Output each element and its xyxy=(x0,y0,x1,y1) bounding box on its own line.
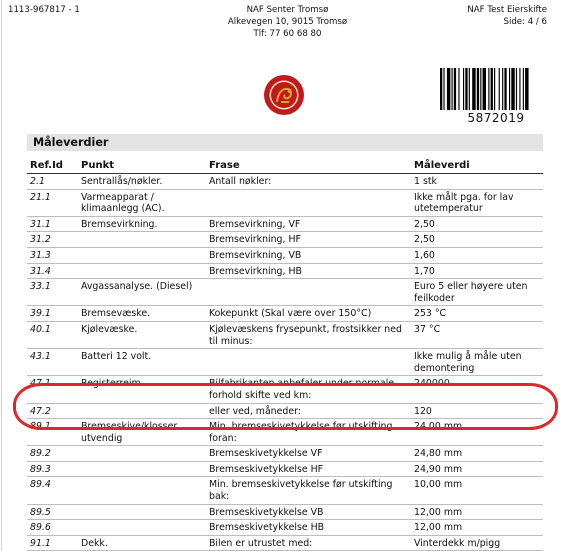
cell-ref: 47.1 xyxy=(27,376,78,403)
cell-ref: 89.4 xyxy=(27,477,78,504)
table-row xyxy=(27,461,543,477)
cell-frase: Bremseskivetykkelse HF xyxy=(206,461,411,477)
cell-punkt: Bremseskive/klosser utvendig xyxy=(78,419,206,446)
table-row xyxy=(27,376,543,403)
page-header xyxy=(0,0,575,41)
cell-frase: Min. bremseskivetykkelse før utskifting foran: xyxy=(206,419,411,446)
test-name: NAF Test Eierskifte xyxy=(467,5,547,15)
cell-punkt: Dekk. xyxy=(78,535,206,551)
cell-verdi: 12,00 mm xyxy=(411,504,543,520)
column-header-verdi: Måleverdi xyxy=(411,158,543,174)
cell-punkt xyxy=(78,232,206,248)
cell-punkt: Sentrallås/nøkler. xyxy=(78,174,206,190)
table-row xyxy=(27,216,543,232)
cell-frase: Kjølevæskens frysepunkt, frostsikker ned til minus: xyxy=(206,321,411,348)
cell-verdi: 24,90 mm xyxy=(411,461,543,477)
cell-punkt: Avgassanalyse. (Diesel) xyxy=(78,279,206,306)
table-row xyxy=(27,279,543,306)
cell-ref: 43.1 xyxy=(27,349,78,376)
cell-punkt xyxy=(78,247,206,263)
table-row xyxy=(27,504,543,520)
cell-ref: 89.3 xyxy=(27,461,78,477)
column-header-ref: Ref.Id xyxy=(27,158,78,174)
table-row xyxy=(27,403,543,419)
page-edge xyxy=(1,0,2,551)
table-row xyxy=(27,321,543,348)
section-title: Måleverdier xyxy=(27,134,543,151)
cell-frase: Bremseskivetykkelse VB xyxy=(206,504,411,520)
cell-frase: Antall nøkler: xyxy=(206,174,411,190)
cell-verdi: 120 xyxy=(411,403,543,419)
cell-verdi: Ikke mulig å måle uten demontering xyxy=(411,349,543,376)
cell-frase: Bremsevirkning, HB xyxy=(206,263,411,279)
table-row xyxy=(27,232,543,248)
cell-ref: 21.1 xyxy=(27,189,78,216)
column-header-punkt: Punkt xyxy=(78,158,206,174)
barcode-icon xyxy=(440,68,552,110)
cell-frase: Bremseskivetykkelse VF xyxy=(206,446,411,462)
cell-frase: eller ved, måneder: xyxy=(206,403,411,419)
table-row xyxy=(27,520,543,536)
company-phone: Tlf: 77 60 68 80 xyxy=(253,29,322,39)
naf-seal-icon xyxy=(263,74,305,116)
cell-punkt xyxy=(78,520,206,536)
cell-ref: 40.1 xyxy=(27,321,78,348)
cell-frase xyxy=(206,349,411,376)
page-number: Side: 4 / 6 xyxy=(503,17,547,27)
cell-punkt xyxy=(78,504,206,520)
cell-verdi: 10,00 mm xyxy=(411,477,543,504)
cell-punkt: Registerreim. xyxy=(78,376,206,403)
cell-verdi: 37 °C xyxy=(411,321,543,348)
cell-frase: Bremsevirkning, HF xyxy=(206,232,411,248)
cell-frase: Min. bremseskivetykkelse før utskifting bak: xyxy=(206,477,411,504)
cell-verdi: 1,70 xyxy=(411,263,543,279)
measurements-table xyxy=(27,158,543,551)
table-row xyxy=(27,189,543,216)
cell-ref: 31.3 xyxy=(27,247,78,263)
column-header-frase: Frase xyxy=(206,158,411,174)
cell-verdi: 24,80 mm xyxy=(411,446,543,462)
cell-ref: 2.1 xyxy=(27,174,78,190)
cell-punkt xyxy=(78,461,206,477)
cell-frase: Bremsevirkning, VB xyxy=(206,247,411,263)
table-row xyxy=(27,419,543,446)
cell-punkt: Kjølevæske. xyxy=(78,321,206,348)
table-row xyxy=(27,174,543,190)
cell-punkt: Bremsevirkning. xyxy=(78,216,206,232)
cell-verdi: 253 °C xyxy=(411,306,543,322)
cell-punkt: Varmeapparat / klimaanlegg (AC). xyxy=(78,189,206,216)
cell-ref: 89.2 xyxy=(27,446,78,462)
cell-verdi: 1,60 xyxy=(411,247,543,263)
cell-punkt xyxy=(78,263,206,279)
cell-verdi: 12,00 mm xyxy=(411,520,543,536)
company-name: NAF Senter Tromsø xyxy=(246,5,329,15)
cell-verdi: 240000 xyxy=(411,376,543,403)
company-address: Alkevegen 10, 9015 Tromsø xyxy=(227,17,348,27)
cell-ref: 89.6 xyxy=(27,520,78,536)
cell-frase: Kokepunkt (Skal være over 150°C) xyxy=(206,306,411,322)
document-id: 1113-967817 - 1 xyxy=(8,5,80,15)
cell-frase: Bilen er utrustet med: xyxy=(206,535,411,551)
table-row xyxy=(27,477,543,504)
cell-ref: 47.2 xyxy=(27,403,78,419)
cell-punkt xyxy=(78,403,206,419)
cell-punkt xyxy=(78,477,206,504)
cell-frase: Bilfabrikanten anbefaler under normale forhold skifte ved km: xyxy=(206,376,411,403)
cell-frase xyxy=(206,189,411,216)
table-row xyxy=(27,263,543,279)
cell-ref: 89.1 xyxy=(27,419,78,446)
cell-verdi: 2,50 xyxy=(411,232,543,248)
table-header-row xyxy=(27,158,543,174)
cell-verdi: Vinterdekk m/pigg xyxy=(411,535,543,551)
cell-verdi: 2,50 xyxy=(411,216,543,232)
cell-verdi: Euro 5 eller høyere uten feilkoder xyxy=(411,279,543,306)
cell-frase: Bremseskivetykkelse HB xyxy=(206,520,411,536)
cell-ref: 89.5 xyxy=(27,504,78,520)
table-row xyxy=(27,306,543,322)
cell-verdi: 1 stk xyxy=(411,174,543,190)
cell-ref: 31.1 xyxy=(27,216,78,232)
table-row xyxy=(27,535,543,551)
table-row xyxy=(27,349,543,376)
barcode-number: 5872019 xyxy=(467,111,525,125)
cell-punkt xyxy=(78,446,206,462)
cell-frase xyxy=(206,279,411,306)
cell-ref: 39.1 xyxy=(27,306,78,322)
test-info xyxy=(467,4,547,28)
cell-verdi: 24,00 mm xyxy=(411,419,543,446)
cell-ref: 31.4 xyxy=(27,263,78,279)
table-row xyxy=(27,247,543,263)
cell-frase: Bremsevirkning, VF xyxy=(206,216,411,232)
cell-ref: 91.1 xyxy=(27,535,78,551)
table-row xyxy=(27,446,543,462)
cell-punkt: Batteri 12 volt. xyxy=(78,349,206,376)
cell-ref: 33.1 xyxy=(27,279,78,306)
cell-ref: 31.2 xyxy=(27,232,78,248)
cell-punkt: Bremsevæske. xyxy=(78,306,206,322)
cell-verdi: Ikke målt pga. for lav utetemperatur xyxy=(411,189,543,216)
